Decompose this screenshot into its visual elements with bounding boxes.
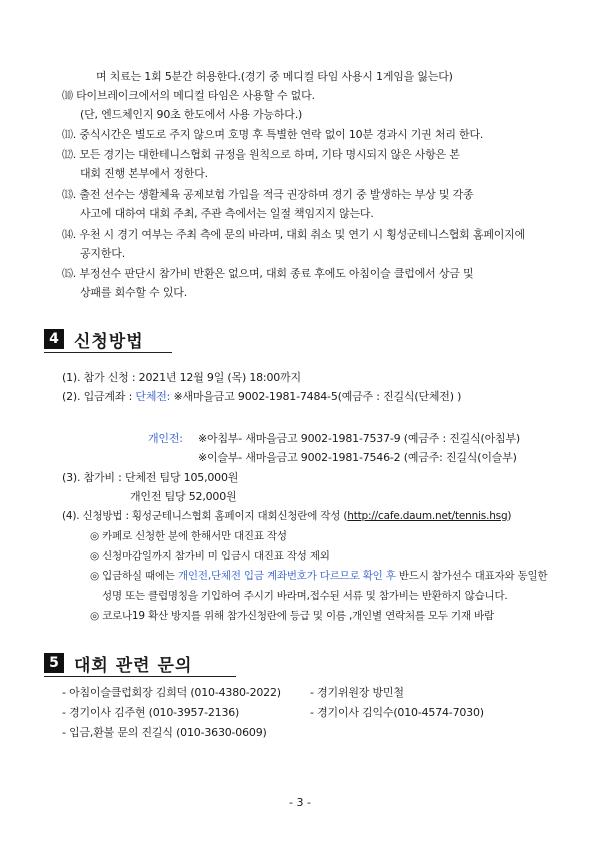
rule-15-line1: ⒂. 부정선수 판단시 참가비 반환은 없으며, 대회 종료 후에도 아침이슬 클럽에서 상금 및	[62, 267, 474, 280]
rule-11: ⑾. 중식시간은 별도로 주지 않으며 호명 후 특별한 연락 없이 10분 경과시 기권 처리 한다.	[62, 128, 484, 141]
section-4-header	[44, 328, 144, 350]
rule-13-line1: ⒀. 출전 선수는 생활체육 공제보험 가입을 적극 권장하며 경기 중 발생하는 부상 및 각종	[62, 188, 474, 201]
page-number: - 3 -	[289, 796, 311, 809]
rule-13-line2: 사고에 대하여 대회 주최, 주관 측에서는 일절 책임지지 않는다.	[80, 207, 374, 220]
application-method-text: (4). 신청방법 : 횡성군테니스협회 홈페이지 대회신청란에 작성 (	[62, 510, 348, 522]
section-5-header	[44, 652, 192, 674]
section-4-underline	[44, 352, 172, 353]
deposit-account-team	[62, 390, 461, 404]
contact-payment-refund: - 입금,환불 문의 진길식 (010-3630-0609)	[62, 726, 267, 739]
section-4-number: 4	[44, 329, 64, 349]
rule-14-line1: ⒁. 우천 시 경기 여부는 주최 측에 문의 바라며, 대회 취소 및 연기 시 횡성군테니스협회 홈페이지에	[62, 228, 526, 241]
section-5-underline	[44, 676, 236, 677]
application-method-close: )	[507, 510, 512, 522]
application-method	[62, 509, 511, 523]
fee-individual: 개인전 팀당 52,000원	[130, 490, 237, 503]
individual-account-evening: ※이슬부- 새마을금고 9002-1981-7546-2 (예금주: 진길식(이슬부)	[198, 451, 517, 464]
section-5-number: 5	[44, 653, 64, 673]
team-account-label: 단체전:	[135, 390, 171, 403]
individual-account-label: 개인전:	[148, 432, 183, 445]
individual-account-morning: ※아침부- 새마을금고 9002-1981-7537-9 (예금주 : 진길식(아침부)	[198, 432, 520, 445]
section-4-title: 신청방법	[74, 331, 144, 352]
note-deposit-pre: ◎ 입금하실 때에는	[90, 570, 178, 582]
note-deposit-line1	[90, 569, 547, 583]
contact-committee-chair: - 경기위원장 방민철	[310, 686, 404, 699]
section-5-title: 대회 관련 문의	[74, 655, 193, 676]
note-deposit-line2: 성명 또는 클럽명칭을 기입하여 주시기 바라며,접수된 서류 및 참가비는 반환하지 않습니다.	[102, 590, 508, 602]
rule-15-line2: 상패를 회수할 수 있다.	[80, 286, 188, 299]
rule-10-note: (단, 엔드체인지 90초 한도에서 사용 가능하다.)	[80, 108, 303, 121]
team-account-text: ※새마을금고 9002-1981-7484-5(예금주 : 진길식(단체전) )	[170, 390, 462, 403]
deposit-account-prefix: (2). 입금계좌 :	[62, 390, 136, 403]
rule-9-continuation: 며 치료는 1회 5분간 허용한다.(경기 중 메디컬 타임 사용시 1게임을 잃는다)	[96, 70, 453, 83]
application-deadline: (1). 참가 신청 : 2021년 12월 9일 (목) 18:00까지	[62, 371, 301, 384]
note-cafe-only: ◎ 카페로 신청한 분에 한해서만 대진표 작성	[90, 530, 287, 542]
note-deadline-exclusion: ◎ 신청마감일까지 참가비 미 입금시 대진표 작성 제외	[90, 550, 330, 562]
cafe-link[interactable]: http://cafe.daum.net/tennis.hsg	[347, 510, 508, 522]
rule-12-line2: 대회 진행 본부에서 정한다.	[80, 167, 208, 180]
contact-club-president: - 아침이슬클럽회장 김희덕 (010-4380-2022)	[62, 686, 281, 699]
note-covid: ◎ 코로나19 확산 방지를 위해 참가신청란에 등급 및 이름 ,개인별 연락처를 모두 기재 바람	[90, 610, 494, 622]
rule-12-line1: ⑿. 모든 경기는 대한테니스협회 규정을 원칙으로 하며, 기타 명시되지 않은 사항은 본	[62, 148, 460, 161]
rule-10: ⑽ 타이브레이크에서의 메디컬 타임은 사용할 수 없다.	[62, 89, 315, 102]
note-deposit-highlight: 개인전,단체전 입금 계좌번호가 다르므로 확인 후	[177, 570, 396, 582]
contact-director-kim-juhyun: - 경기이사 김주현 (010-3957-2136)	[62, 706, 240, 719]
rule-14-line2: 공지한다.	[80, 247, 126, 260]
contact-director-kim-iksu: - 경기이사 김익수(010-4574-7030)	[310, 706, 484, 719]
fee-team: (3). 참가비 : 단체전 팀당 105,000원	[62, 471, 239, 484]
note-deposit-post: 반드시 참가선수 대표자와 동일한	[395, 570, 548, 582]
